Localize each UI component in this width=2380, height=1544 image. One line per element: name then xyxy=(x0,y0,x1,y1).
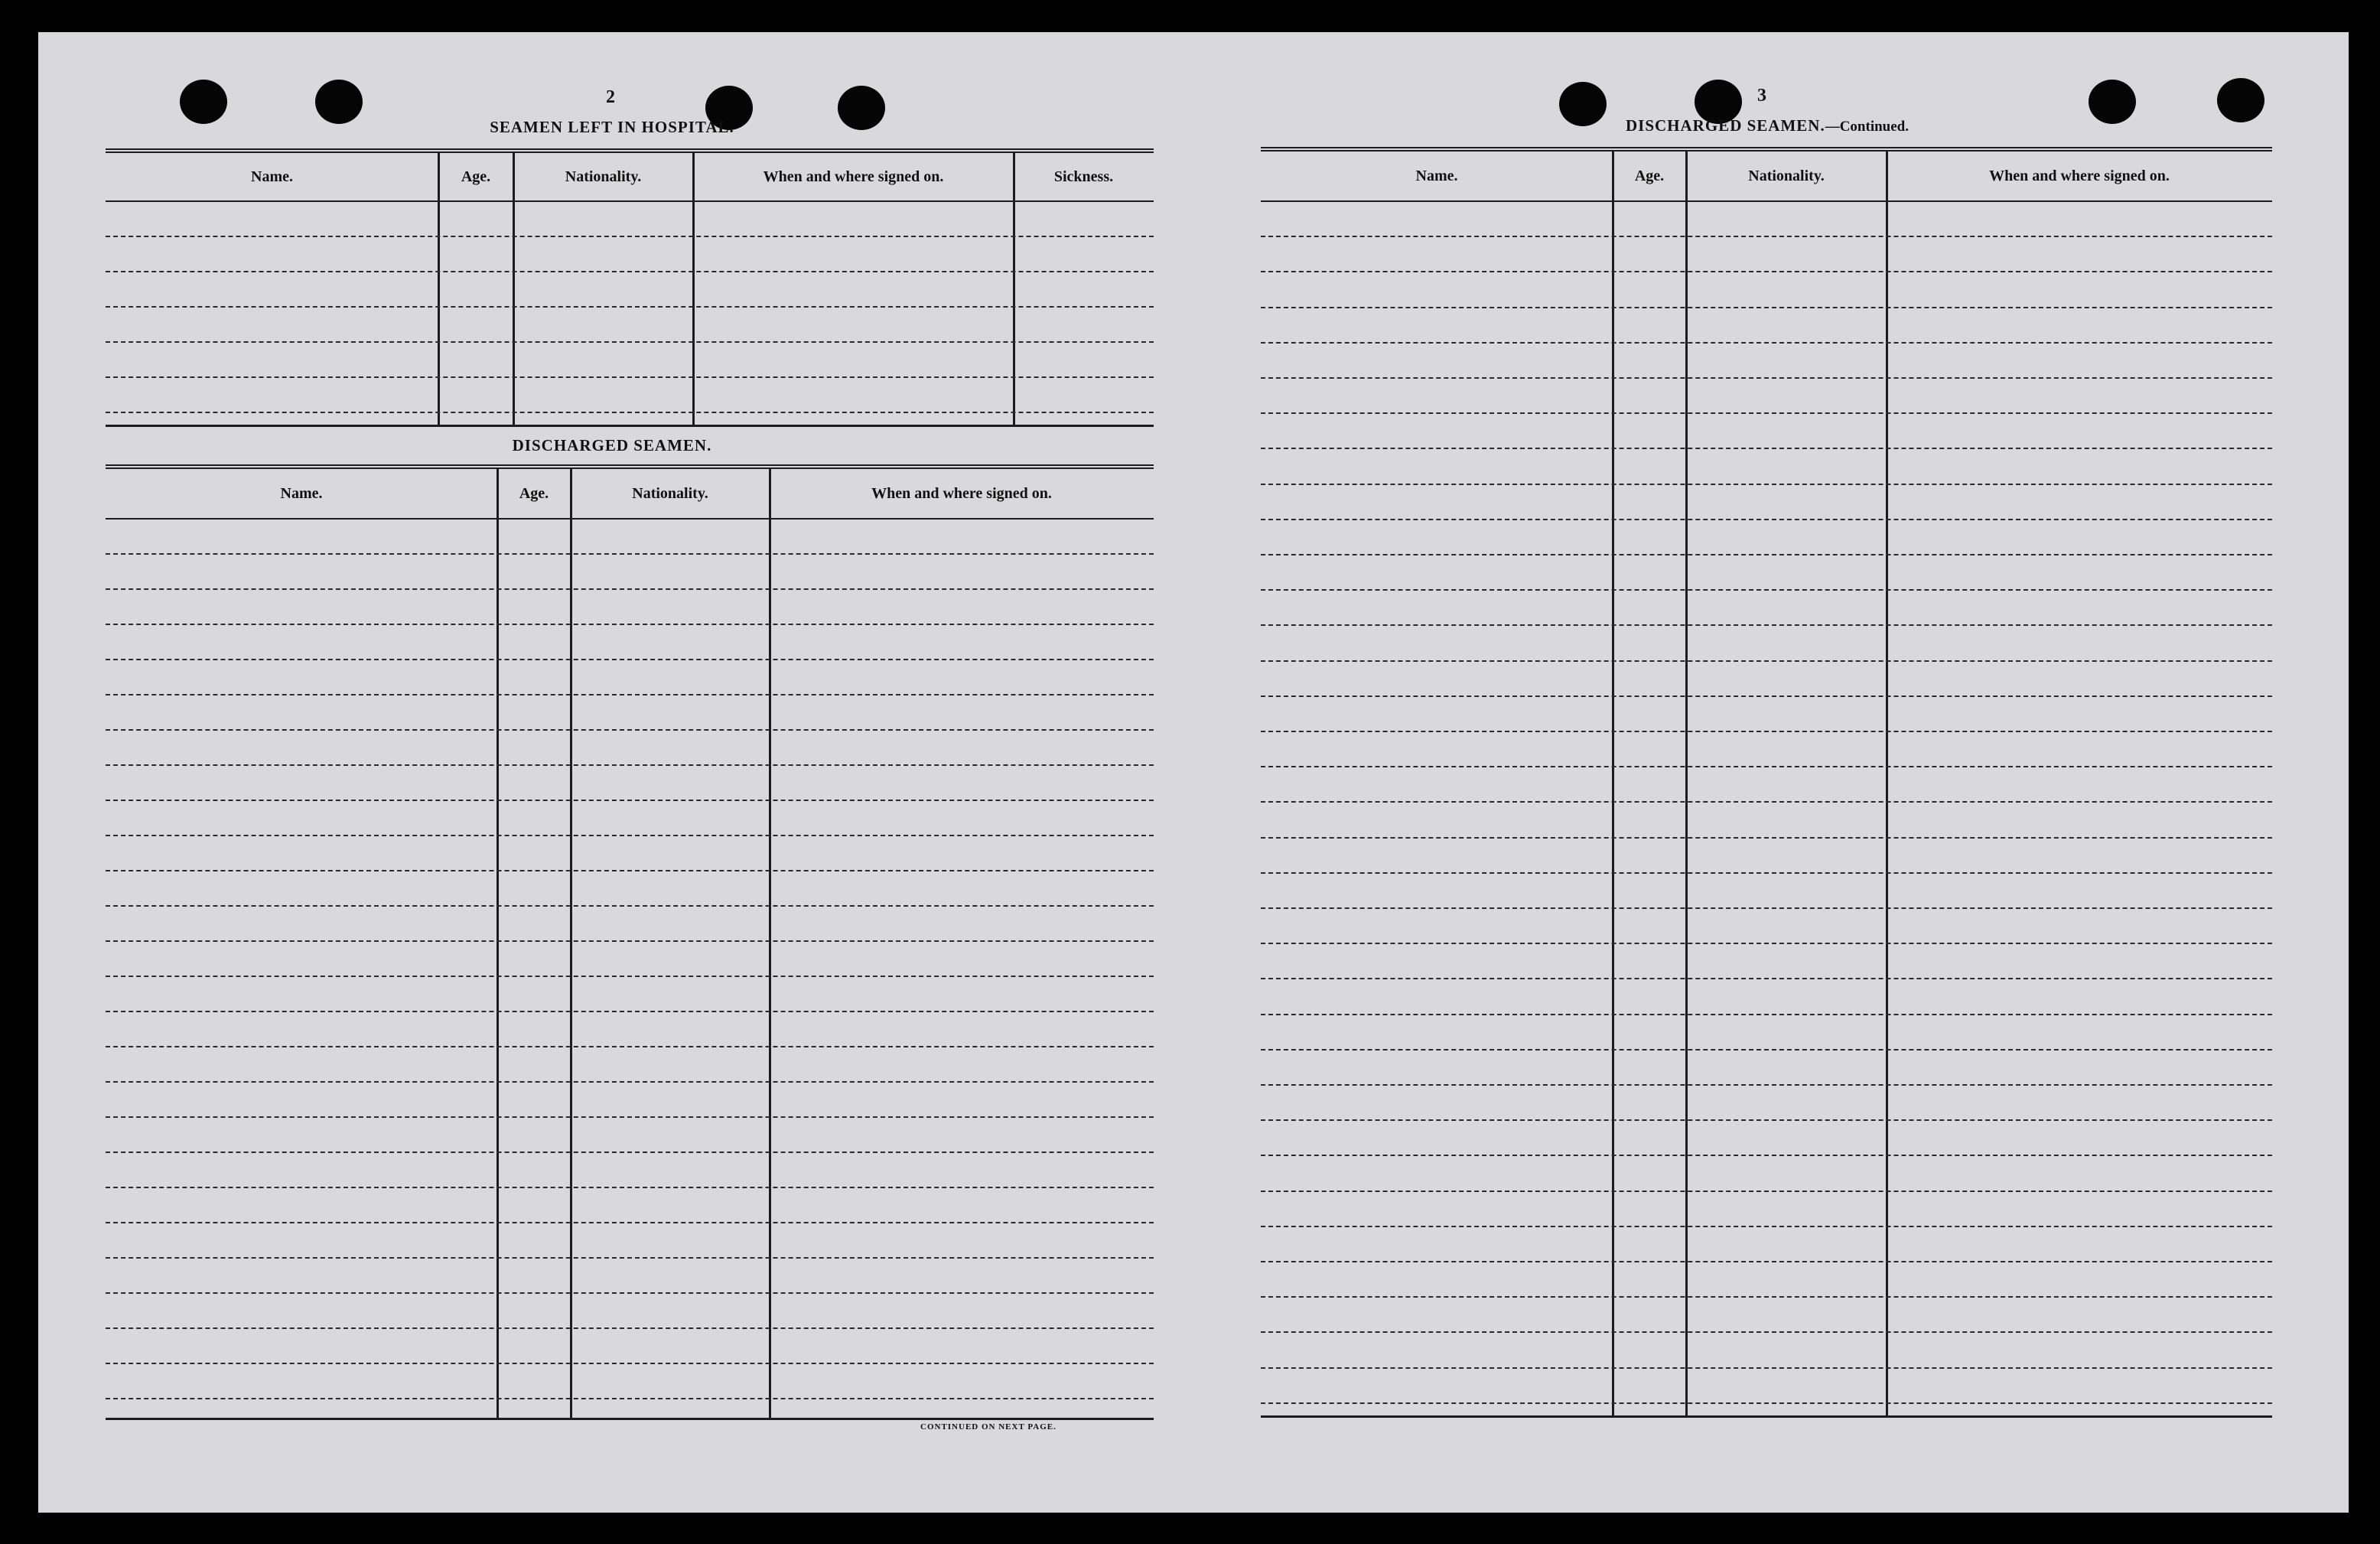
discharged-entry-line xyxy=(106,1257,1154,1259)
discharged-entry-line xyxy=(106,694,1154,695)
discharged-column-divider xyxy=(497,469,499,1418)
continued-entry-line xyxy=(1261,766,2272,767)
continued-entry-line xyxy=(1261,271,2272,272)
discharged-header-row xyxy=(106,469,1154,520)
hospital-entry-line xyxy=(106,412,1154,413)
continued-entry-line xyxy=(1261,907,2272,909)
continued-entry-line xyxy=(1261,307,2272,308)
hospital-header-row xyxy=(106,153,1154,202)
continued-column-header: Name. xyxy=(1415,167,1458,184)
continued-entry-line xyxy=(1261,1367,2272,1369)
discharged-column-divider xyxy=(570,469,572,1418)
hospital-column-header: Age. xyxy=(461,168,491,185)
discharged-continued-table xyxy=(1261,147,2272,1418)
continued-section-title xyxy=(1591,116,1943,135)
discharged-entry-line xyxy=(106,1398,1154,1399)
discharged-entry-line xyxy=(106,976,1154,977)
hospital-column-header: When and where signed on. xyxy=(763,168,944,185)
continued-header-row xyxy=(1261,151,2272,202)
continued-entry-line xyxy=(1261,1119,2272,1121)
hospital-entry-line xyxy=(106,236,1154,237)
hospital-table xyxy=(106,148,1154,427)
discharged-entry-line xyxy=(106,729,1154,731)
continued-entry-line xyxy=(1261,1014,2272,1015)
hospital-column-header: Nationality. xyxy=(565,168,642,185)
discharged-column-header: Nationality. xyxy=(632,484,708,502)
continued-entry-line xyxy=(1261,695,2272,697)
continued-entry-line xyxy=(1261,484,2272,485)
discharged-column-header: Name. xyxy=(280,484,323,502)
discharged-entry-line xyxy=(106,1327,1154,1329)
discharged-entry-line xyxy=(106,588,1154,590)
continued-entry-line xyxy=(1261,872,2272,874)
hospital-column-divider xyxy=(692,153,695,425)
continued-column-header: Age. xyxy=(1634,167,1665,184)
discharged-entry-line xyxy=(106,764,1154,766)
discharged-column-header: Age. xyxy=(519,484,549,502)
continued-entry-line xyxy=(1261,837,2272,839)
continued-title-main: DISCHARGED SEAMEN. xyxy=(1626,116,1825,135)
continued-entry-line xyxy=(1261,554,2272,555)
discharged-entry-line xyxy=(106,1151,1154,1153)
continued-entry-line xyxy=(1261,1261,2272,1262)
discharged-entry-line xyxy=(106,800,1154,801)
continued-entry-line xyxy=(1261,731,2272,732)
continued-entry-line xyxy=(1261,660,2272,662)
continued-column-header: Nationality. xyxy=(1748,167,1825,184)
hospital-entry-line xyxy=(106,376,1154,378)
discharged-entry-line xyxy=(106,1081,1154,1083)
discharged-section-title: DISCHARGED SEAMEN. xyxy=(512,436,712,454)
discharged-entry-line xyxy=(106,870,1154,871)
continued-entry-line xyxy=(1261,1191,2272,1192)
hospital-column-divider xyxy=(438,153,440,425)
continued-entry-line xyxy=(1261,236,2272,237)
continued-entry-line xyxy=(1261,1226,2272,1227)
punch-hole xyxy=(2089,80,2136,124)
continued-entry-line xyxy=(1261,342,2272,344)
continued-title-suffix: —Continued. xyxy=(1825,119,1909,135)
hospital-entry-line xyxy=(106,341,1154,343)
discharged-entry-line xyxy=(106,1292,1154,1294)
continued-entry-line xyxy=(1261,1049,2272,1051)
hospital-column-divider xyxy=(1013,153,1015,425)
continued-footnote: CONTINUED ON NEXT PAGE. xyxy=(920,1422,1057,1432)
discharged-entry-line xyxy=(106,624,1154,625)
continued-entry-line xyxy=(1261,589,2272,591)
hospital-column-header: Sickness. xyxy=(1053,168,1114,185)
discharged-entry-line xyxy=(106,940,1154,942)
continued-entry-line xyxy=(1261,448,2272,449)
continued-entry-line xyxy=(1261,943,2272,944)
continued-entry-line xyxy=(1261,1084,2272,1086)
continued-entry-line xyxy=(1261,801,2272,803)
discharged-entry-line xyxy=(106,1011,1154,1012)
discharged-column-divider xyxy=(769,469,771,1418)
continued-entry-line xyxy=(1261,1331,2272,1333)
discharged-entry-line xyxy=(106,553,1154,555)
discharged-entry-line xyxy=(106,1363,1154,1364)
continued-entry-line xyxy=(1261,519,2272,520)
discharged-table xyxy=(106,464,1154,1420)
discharged-column-header: When and where signed on. xyxy=(871,484,1052,502)
hospital-column-header: Name. xyxy=(251,168,293,185)
hospital-section-title: SEAMEN LEFT IN HOSPITAL. xyxy=(490,118,734,136)
hospital-entry-line xyxy=(106,271,1154,272)
hospital-entry-line xyxy=(106,306,1154,308)
discharged-entry-line xyxy=(106,659,1154,660)
continued-entry-line xyxy=(1261,1402,2272,1404)
continued-entry-line xyxy=(1261,978,2272,979)
punch-hole xyxy=(2217,78,2264,122)
punch-hole xyxy=(180,80,227,124)
continued-column-header: When and where signed on. xyxy=(1989,167,2170,184)
discharged-entry-line xyxy=(106,1187,1154,1188)
discharged-entry-line xyxy=(106,1046,1154,1047)
continued-entry-line xyxy=(1261,624,2272,626)
hospital-column-divider xyxy=(513,153,515,425)
continued-entry-line xyxy=(1261,1296,2272,1298)
punch-hole xyxy=(315,80,363,124)
right-page-number: 3 xyxy=(1757,86,1766,106)
ledger-paper xyxy=(38,32,2349,1513)
discharged-entry-line xyxy=(106,835,1154,836)
left-page-number: 2 xyxy=(606,87,615,107)
continued-entry-line xyxy=(1261,377,2272,379)
continued-entry-line xyxy=(1261,412,2272,414)
discharged-entry-line xyxy=(106,1222,1154,1223)
discharged-entry-line xyxy=(106,1116,1154,1118)
continued-entry-line xyxy=(1261,1155,2272,1156)
discharged-entry-line xyxy=(106,905,1154,907)
punch-hole xyxy=(838,86,885,130)
